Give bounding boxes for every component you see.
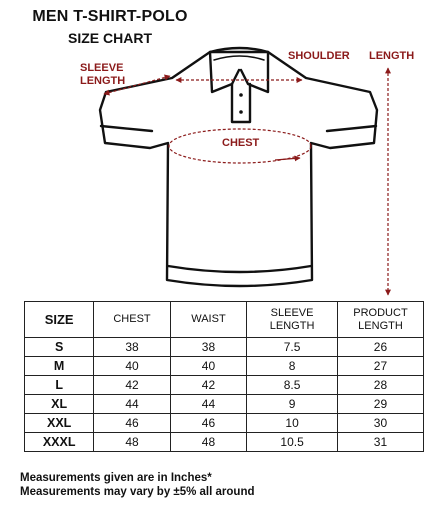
button-top — [239, 93, 243, 97]
cell-product-length: 29 — [337, 395, 423, 414]
cell-size: XL — [25, 395, 94, 414]
cell-chest: 46 — [94, 414, 170, 433]
table-row — [25, 414, 424, 433]
shoulder-label: SHOULDER — [288, 50, 350, 62]
placket-buttons — [239, 93, 243, 114]
table-header-row — [25, 302, 424, 338]
button-bottom — [239, 110, 243, 114]
cell-waist: 46 — [170, 414, 246, 433]
cell-product-length: 28 — [337, 376, 423, 395]
sleeve-length-label: SLEEVE LENGTH — [80, 62, 126, 87]
header-size: SIZE — [25, 302, 94, 338]
cell-sleeve-length: 9 — [247, 395, 338, 414]
table-row — [25, 376, 424, 395]
cell-product-length: 30 — [337, 414, 423, 433]
cell-product-length: 26 — [337, 338, 423, 357]
cell-size: XXXL — [25, 433, 94, 452]
table-row — [25, 338, 424, 357]
cell-size: M — [25, 357, 94, 376]
cell-chest: 38 — [94, 338, 170, 357]
header-chest: CHEST — [94, 302, 170, 338]
shirt-outline — [100, 48, 377, 286]
chart-subtitle: SIZE CHART — [68, 30, 152, 46]
note-variance: Measurements may vary by ±5% all around — [20, 486, 255, 498]
cell-product-length: 31 — [337, 433, 423, 452]
cell-size: L — [25, 376, 94, 395]
length-label: LENGTH — [369, 50, 415, 62]
chart-title: MEN T-SHIRT-POLO — [32, 8, 188, 25]
chest-label: CHEST — [222, 137, 260, 149]
cell-size: S — [25, 338, 94, 357]
cell-sleeve-length: 7.5 — [247, 338, 338, 357]
cell-sleeve-length: 10.5 — [247, 433, 338, 452]
cell-product-length: 27 — [337, 357, 423, 376]
cell-size: XXL — [25, 414, 94, 433]
cell-chest: 42 — [94, 376, 170, 395]
cell-waist: 48 — [170, 433, 246, 452]
cell-waist: 42 — [170, 376, 246, 395]
table-row — [25, 433, 424, 452]
cell-chest: 48 — [94, 433, 170, 452]
header-waist: WAIST — [170, 302, 246, 338]
table-row — [25, 395, 424, 414]
header-sleeve-length: SLEEVE LENGTH — [247, 302, 338, 338]
note-units: Measurements given are in Inches* — [20, 472, 212, 484]
header-product-length: PRODUCT LENGTH — [337, 302, 423, 338]
cell-sleeve-length: 8 — [247, 357, 338, 376]
cell-sleeve-length: 8.5 — [247, 376, 338, 395]
cell-waist: 40 — [170, 357, 246, 376]
cell-waist: 44 — [170, 395, 246, 414]
size-table — [24, 301, 424, 452]
cell-sleeve-length: 10 — [247, 414, 338, 433]
table-row — [25, 357, 424, 376]
cell-chest: 44 — [94, 395, 170, 414]
cell-chest: 40 — [94, 357, 170, 376]
cell-waist: 38 — [170, 338, 246, 357]
